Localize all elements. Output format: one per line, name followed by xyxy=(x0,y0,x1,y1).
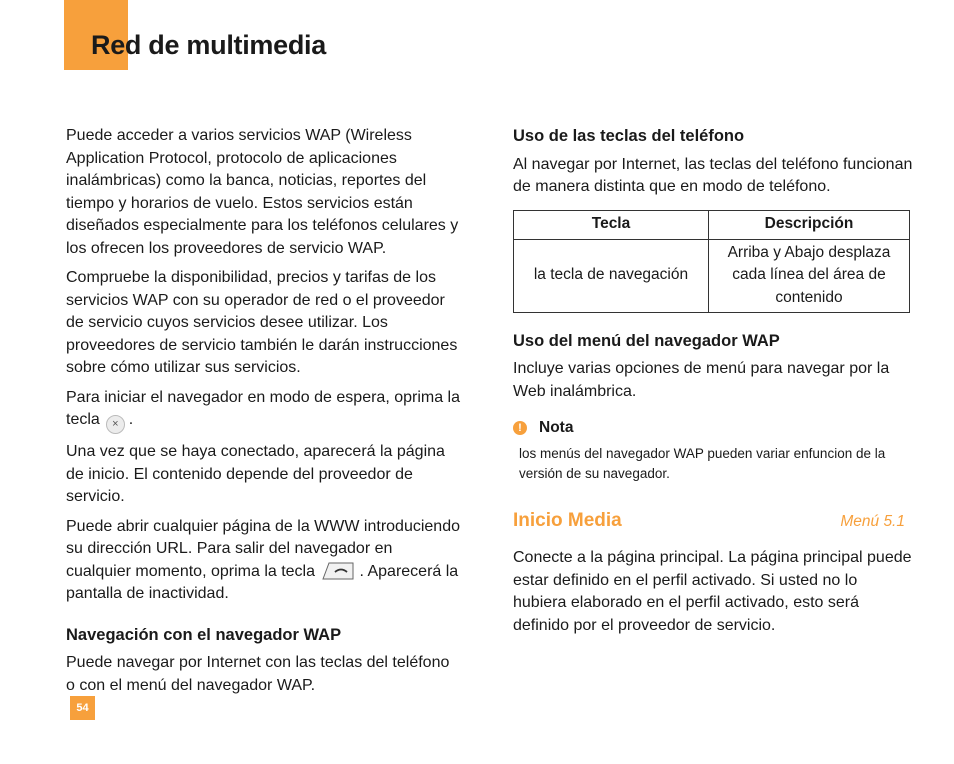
availability-paragraph: Compruebe la disponibilidad, precios y tarifas de los servicios WAP con su operador de red o el proveedor de servicio cuyos servicios desee utilizar. Los proveedores de servicio también le darán instrucciones sobre cómo utilizar sus servicios. xyxy=(66,269,458,376)
nav-paragraph: Puede navegar por Internet con las teclas del teléfono o con el menú del navegador WAP. xyxy=(66,654,450,694)
table-header-key: Tecla xyxy=(514,210,709,239)
table-cell-description: Arriba y Abajo desplaza cada línea del área de contenido xyxy=(709,239,910,312)
section-title: Inicio Media xyxy=(513,509,622,531)
keys-heading: Uso de las teclas del teléfono xyxy=(513,127,745,145)
keys-table xyxy=(513,210,910,313)
section-header xyxy=(513,510,913,534)
page-number: 54 xyxy=(70,696,95,720)
note-text: los menús del navegador WAP pueden variar enfuncion de la versión de su navegador. xyxy=(519,445,886,481)
keys-paragraph: Al navegar por Internet, las teclas del teléfono funcionan de manera distinta que en modo de teléfono. xyxy=(513,155,913,195)
section-paragraph: Conecte a la página principal. La página principal puede estar definido en el perfil activado. Si usted no lo hubiera elaborado en el perfil activado, esto será definido por el proveedor de servicio. xyxy=(513,549,912,634)
section-menu-ref: Menú 5.1 xyxy=(840,512,905,530)
nav-heading: Navegación con el navegador WAP xyxy=(66,625,342,644)
connected-paragraph: Una vez que se haya conectado, aparecerá la página de inicio. El contenido depende del proveedor de servicio. xyxy=(66,443,445,505)
table-header-description: Descripción xyxy=(709,210,910,239)
table-cell-key: la tecla de navegación xyxy=(514,239,709,312)
menu-paragraph: Incluye varias opciones de menú para navegar por la Web inalámbrica. xyxy=(513,360,890,400)
note-heading xyxy=(513,417,913,440)
note-icon: ! xyxy=(513,421,527,435)
note-label: Nota xyxy=(539,419,574,436)
wap-key-icon: × xyxy=(106,415,125,434)
end-key-icon xyxy=(319,561,355,581)
table-row xyxy=(514,239,910,312)
page-title: Red de multimedia xyxy=(91,30,326,60)
left-column xyxy=(66,125,461,704)
menu-heading: Uso del menú del navegador WAP xyxy=(513,331,780,350)
url-paragraph: Puede abrir cualquier página de la WWW introduciendo su dirección URL. Para salir del navegador en cualquier momento, oprima la tecla . Aparecerá la pantalla de inactividad. xyxy=(66,517,460,602)
table-header-row xyxy=(514,210,910,239)
intro-paragraph: Puede acceder a varios servicios WAP (Wireless Application Protocol, protocolo de aplicaciones inalámbricas) como la banca, noticias, reportes del tiempo y horarios de vuelo. Estos servicios están diseñados especialmente para los teléfonos celulares y los ofrecen los proveedores de servicio WAP. xyxy=(66,127,459,257)
right-column xyxy=(513,125,913,644)
start-browser-paragraph: Para iniciar el navegador en modo de espera, oprima la tecla × . xyxy=(66,387,461,435)
